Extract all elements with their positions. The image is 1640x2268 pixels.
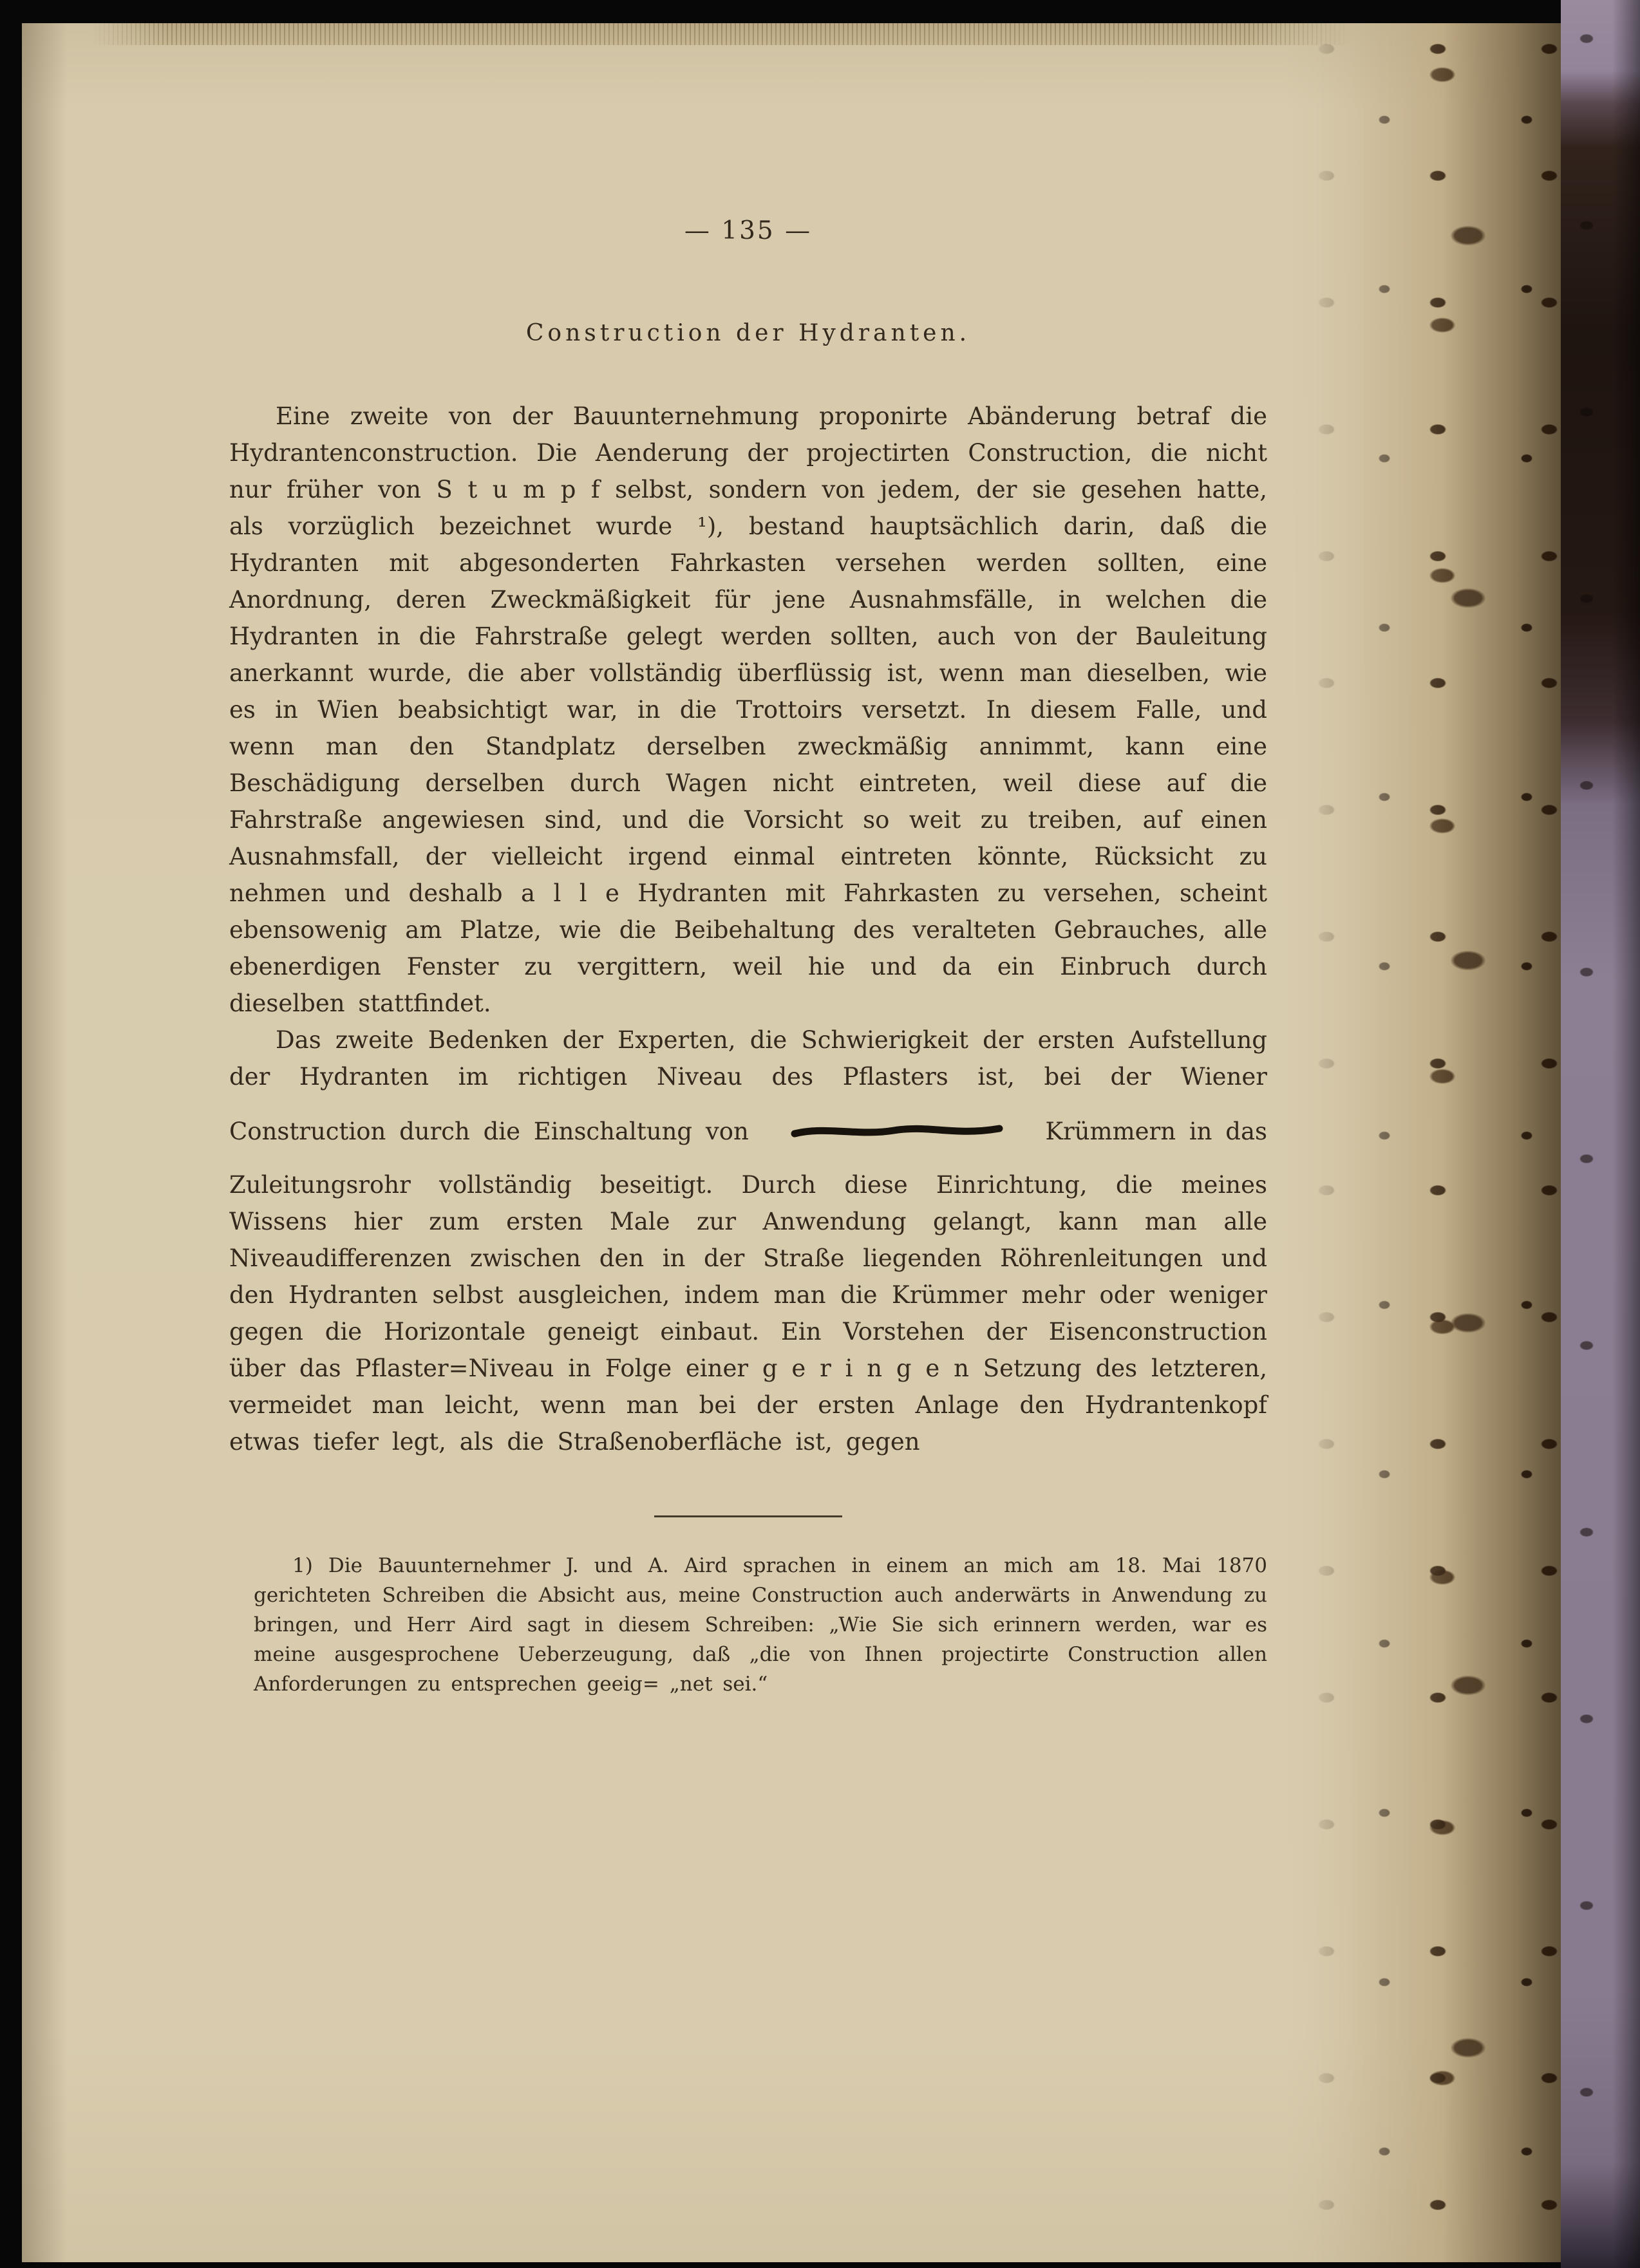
line-with-ink-mark — [229, 1113, 1267, 1150]
fore-edge-shadow — [1442, 23, 1561, 2262]
gap-line-before-text: Construction durch die Einschaltung von — [229, 1118, 749, 1145]
body-paragraph: Zuleitungsrohr vollständig beseitigt. Durch diese Einrichtung, die meines Wissens hier zum ersten Male zur Anwendung gelangt, kann man alle Niveaudifferenzen zwischen den in der Straße liegenden Röhrenleitungen und den Hydranten selbst ausgleichen, indem man die Krümmer mehr oder weniger gegen die Horizontale geneigt einbaut. Ein Vorstehen der Eisenconstruction über das Pflaster=Niveau in Folge einer g e r i n g e n Setzung des letzteren, vermeidet man leicht, wenn man bei der ersten Anlage den Hydrantenkopf etwas tiefer legt, als die Straßenoberfläche ist, gegen — [229, 1171, 1267, 1456]
body-paragraph: Das zweite Bedenken der Experten, die Schwierigkeit der ersten Aufstellung der Hydranten im richtigen Niveau des Pflasters ist, bei der Wiener — [229, 1026, 1267, 1091]
footnote-rule — [654, 1515, 842, 1517]
gap-line-after-text: Krümmern in das — [1045, 1118, 1267, 1145]
section-heading: Construction der Hydranten. — [525, 320, 971, 346]
text-column — [229, 23, 1267, 1699]
book-top-page-edges — [90, 23, 1352, 45]
body-paragraph: Eine zweite von der Bauunternehmung proponirte Abänderung betraf die Hydrantenconstruction. Die Aenderung der projectirten Construction, die nicht nur früher von S t u m p f selbst, sondern von jedem, der sie gesehen hatte, als vorzüglich bezeichnet wurde ¹), bestand hauptsächlich darin, daß die Hydranten mit abgesonderten Fahrkasten versehen werden sollten, eine Anordnung, deren Zweckmäßigkeit für jene Ausnahmsfälle, in welchen die Hydranten in die Fahrstraße gelegt werden sollten, auch von der Bauleitung anerkannt wurde, die aber vollständig überflüssig ist, wenn man dieselben, wie es in Wien beabsichtigt war, in die Trottoirs versetzt. In diesem Falle, und wenn man den Standplatz derselben zweckmäßig annimmt, kann eine Beschädigung derselben durch Wagen nicht eintreten, weil diese auf die Fahrstraße angewiesen sind, und die Vorsicht so weit zu treiben, auf einen Ausnahmsfall, der vielleicht irgend einmal eintreten könnte, Rücksicht zu nehmen und deshalb a l l e Hydranten mit Fahrkasten zu versehen, scheint ebensowenig am Platze, wie die Beibehaltung des veralteten Gebrauches, alle ebenerdigen Fenster zu vergittern, weil hie und da ein Einbruch durch dieselben stattfindet. — [229, 402, 1267, 1017]
book-cover-cloth-edge — [1561, 0, 1640, 2268]
footnote-text: 1) Die Bauunternehmer J. und A. Aird sprachen in einem an mich am 18. Mai 1870 gerichteten Schreiben die Absicht aus, meine Construction auch anderwärts in Anwendung zu bringen, und Herr Aird sagt in diesem Schreiben: „Wie Sie sich erinnern werden, war es meine ausgesprochene Ueberzeugung, daß „die von Ihnen projectirte Construction allen Anforderungen zu entsprechen geeig= „net sei.“ — [254, 1554, 1267, 1696]
page-number: — 135 — — [684, 216, 813, 245]
ink-strikeout-mark — [791, 1122, 1003, 1141]
